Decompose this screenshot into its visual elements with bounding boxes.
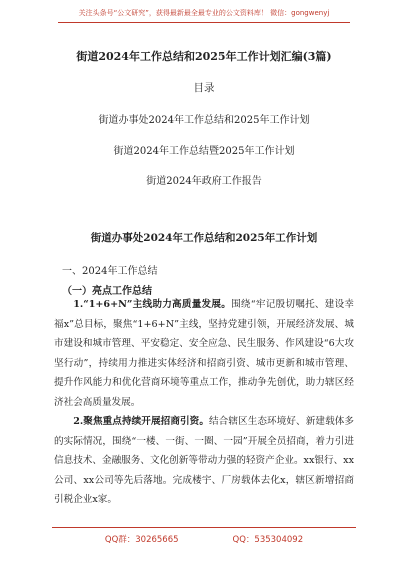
- footer-qq-group: QQ群：30265665: [104, 535, 179, 545]
- document-title: 街道2024年工作总结和2025年工作计划汇编(3篇): [76, 50, 332, 63]
- paragraph-1-body: 围绕“牢记殷切嘱托、建设幸福x”总目标，聚焦“1+6+N”主线，坚持党建引领，开展经济发展、城市建设和城市管理、平安稳定、安全应急、民生服务、作风建设“6大攻坚行动”，持续用力推进实体经济和招商引资、城市更新和城市管理、提升作风能力和优化营商环境等重点工作，推动争先创优，助力辖区经济社会高质量发展。: [54, 299, 355, 408]
- paragraph-1-lead: 1.“1+6+N”主线助力高质量发展。: [73, 299, 232, 310]
- page-footer: [0, 533, 408, 545]
- footer-qq-contact: QQ：535304092: [232, 535, 304, 545]
- toc-heading: 目录: [193, 82, 215, 94]
- paragraph-2: [54, 412, 354, 510]
- paragraph-1: [54, 295, 354, 412]
- section-heading: 一、2024年工作总结: [62, 266, 158, 277]
- paragraph-2-lead: 2.聚焦重点持续开展招商引资。: [73, 416, 210, 427]
- toc-item[interactable]: 街道办事处2024年工作总结和2025年工作计划: [98, 115, 310, 126]
- toc-item[interactable]: 街道2024年工作总结暨2025年工作计划: [113, 146, 295, 157]
- footer-divider: [52, 527, 356, 528]
- header-notice: 关注头条号“公文研究”，获得最新最全最专业的公文资料库！ 微信：gongwenyj: [78, 9, 330, 17]
- header-divider: [58, 22, 350, 23]
- toc-item[interactable]: 街道2024年政府工作报告: [146, 176, 262, 187]
- article-title: 街道办事处2024年工作总结和2025年工作计划: [90, 232, 318, 244]
- paragraph-2-body: 结合辖区生态环境好、新建载体多的实际情况，围绕“一楼、一街、一圈、一园”开展全员招商，着力引进信息技术、金融服务、文化创新等带动力强的轻资产企业。xx银行、xx公司、xx公司等先后落地。完成楼宇、厂房载体去化x，辖区新增招商引税企业x家。: [54, 416, 355, 505]
- subsection-heading: （一）亮点工作总结: [62, 286, 152, 297]
